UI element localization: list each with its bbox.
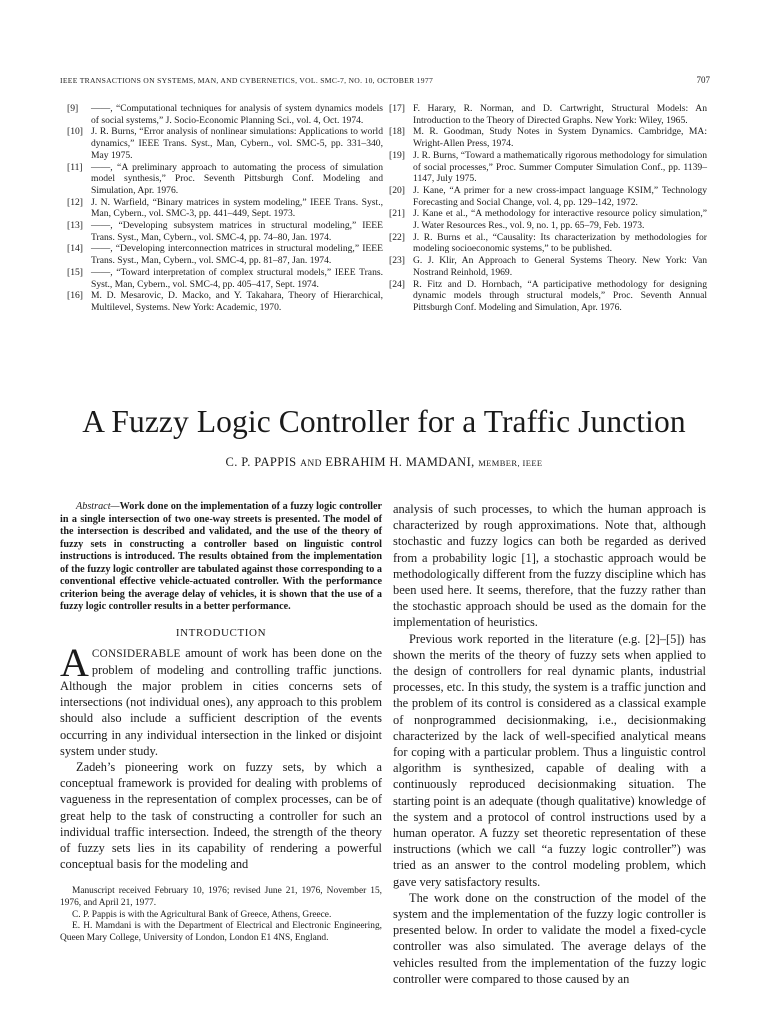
reference-number: [20] (389, 184, 405, 196)
reference-item (389, 279, 707, 314)
paragraph-text: amount of work has been done on the problem of modeling and controlling traffic junctions. Although the major problem in cities concerns sets of intersections (not individual ones), any approach to this problem should also include a sufficient description of the events occurring in any individual intersection in the linked or disjoint system under study. (60, 645, 382, 758)
reference-number: [21] (389, 208, 405, 220)
paper-title: A Fuzzy Logic Controller for a Traffic Junction (82, 404, 686, 439)
drop-cap: A (60, 639, 89, 685)
reference-item (389, 232, 707, 255)
reference-number: [24] (389, 278, 405, 290)
reference-text: M. R. Goodman, Study Notes in System Dynamics. Cambridge, MA: Wright-Allen Press, 1974. (413, 126, 707, 150)
reference-text: M. D. Mesarovic, D. Macko, and Y. Takahara, Theory of Hierarchical, Multilevel, Systems. New York: Academic, 1970. (91, 290, 383, 313)
reference-text: J. Kane, “A primer for a new cross-impact language KSIM,” Technology Forecasting and Social Change, vol. 4, pp. 129–142, 1972. (413, 184, 707, 208)
reference-number: [13] (67, 220, 83, 232)
references-right-column (389, 103, 707, 314)
abstract (60, 501, 382, 614)
reference-text: ——, “Computational techniques for analysis of system dynamics models of social systems,” J. Socio-Economic Planning Sci., vol. 4, Oct. 1974. (91, 103, 383, 126)
reference-text: J. Kane et al., “A methodology for interactive resource policy simulation,” J. Water Resources Res., vol. 9, no. 1, pp. 65–79, Feb. 1973. (413, 208, 707, 232)
section-heading: INTRODUCTION (175, 626, 267, 639)
reference-text: G. J. Klir, An Approach to General Systems Theory. New York: Van Nostrand Reinhold, 1969. (413, 255, 707, 278)
right-column (393, 501, 706, 987)
author-affiliation: MEMBER, IEEE (478, 458, 543, 468)
author-conjunction: AND (300, 459, 322, 469)
reference-number: [19] (389, 149, 405, 161)
reference-item (389, 185, 707, 208)
reference-number: [22] (389, 231, 405, 243)
lead-word: CONSIDERABLE (91, 647, 181, 660)
footnote (60, 886, 382, 944)
reference-item (67, 290, 383, 313)
reference-item (389, 208, 707, 231)
reference-number: [9] (67, 103, 79, 114)
reference-text: J. R. Burns, “Error analysis of nonlinear simulations: Applications to world dynamics,” IEEE Trans. Syst., Man, Cybern., vol. SMC-5, pp. 331–340, May 1975. (91, 126, 383, 161)
reference-item (67, 162, 383, 197)
left-column (60, 501, 382, 944)
footnote-received: Manuscript received February 10, 1976; revised June 21, 1976, November 15, 1976, and April 21, 1977. (60, 886, 382, 908)
reference-item (67, 197, 383, 220)
footnote-author1: C. P. Pappis is with the Agricultural Bank of Greece, Athens, Greece. (72, 909, 332, 920)
reference-text: ——, “Developing subsystem matrices in structural modeling,” IEEE Trans. Syst., Man, Cybern., vol. SMC-4, pp. 74–80, Jan. 1974. (91, 220, 383, 243)
reference-number: [12] (67, 196, 83, 208)
reference-item (389, 126, 707, 149)
reference-number: [23] (389, 255, 405, 267)
reference-item (67, 220, 383, 243)
reference-item (67, 103, 383, 126)
reference-text: J. R. Burns et al., “Causality: Its characterization by methodologies for modeling socioeconomic systems,” to be published. (413, 231, 707, 255)
reference-number: [14] (67, 243, 83, 255)
intro-paragraph-1 (60, 639, 382, 759)
reference-text: ——, “A preliminary approach to automating the process of simulation model synthesis,” Proc. Seventh Pittsburgh Conf. Modeling and Simulation, Apr. 1976. (91, 161, 383, 196)
body-paragraph-2: Previous work reported in the literature (e.g. [2]–[5]) has shown the merits of the theory of fuzzy sets when applied to the design of controllers for real dynamic plants, industrial processes, etc. In this study, the system is a traffic junction and the problem of its control is considered as a classical example of nonprogrammed decisionmaking, i.e., decisionmaking characterized by the lack of well-specified analytical means for coping with a particular problem. Thus a linguistic control algorithm is synthesized, capable of dealing with a continuously reproduced decisionmaking situation. The starting point is an adequate (though qualitative) knowledge of the system and a protocol of control instructions used by a human operator. A fuzzy set theoretic representation of these instructions (which we call “a fuzzy logic controller”) was tried as an answer to the control modeling problem, which gave very satisfactory results. (393, 631, 706, 889)
footnote-author2: E. H. Mamdani is with the Department of Electrical and Electronic Engineering, Queen Mary College, University of London, London E1 4NS, England. (60, 921, 382, 943)
reference-text: F. Harary, R. Norman, and D. Cartwright, Structural Models: An Introduction to the Theory of Directed Graphs. New York: Wiley, 1965. (413, 103, 707, 126)
author-name: C. P. PAPPIS (225, 455, 297, 469)
body-paragraph-3: The work done on the construction of the model of the system and the implementation of the fuzzy logic controller is presented below. In order to validate the model a fixed-cycle controller was also simulated. The average delays of the vehicles resulted from the implementation of the fuzzy logic controller were compared to those caused by an (393, 890, 706, 986)
page-number: 707 (696, 75, 710, 85)
reference-text: J. R. Burns, “Toward a mathematically rigorous methodology for simulation of social processes,” Proc. Summer Computer Simulation Conf., pp. 1139–1147, July 1975. (413, 149, 707, 185)
reference-item (389, 150, 707, 185)
reference-number: [11] (67, 161, 83, 173)
author-line (0, 455, 768, 470)
reference-text: ——, “Developing interconnection matrices in structural modeling,” IEEE Trans. Syst., Man, Cybern., vol. SMC-4, pp. 81–87, Jan. 1974. (91, 243, 383, 267)
reference-item (389, 103, 707, 126)
reference-number: [15] (67, 266, 83, 278)
reference-text: J. N. Warfield, “Binary matrices in system modeling,” IEEE Trans. Syst., Man, Cybern., vol. SMC-3, pp. 441–449, Sept. 1973. (91, 196, 383, 220)
abstract-lead: Abstract— (76, 501, 120, 512)
reference-number: [18] (389, 126, 405, 138)
reference-number: [17] (389, 103, 405, 114)
reference-number: [10] (67, 126, 83, 138)
reference-item (67, 126, 383, 161)
references-left-column (67, 103, 383, 314)
reference-text: ——, “Toward interpretation of complex structural models,” IEEE Trans. Syst., Man, Cybern., vol. SMC-4, pp. 405–417, Sept. 1974. (91, 266, 383, 290)
reference-item (67, 243, 383, 266)
abstract-text: Work done on the implementation of a fuzzy logic controller in a single intersection of two one-way streets is presented. The model of the intersection is described and validated, and the use of the theory of fuzzy sets in constructing a controller based on linguistic control instructions is introduced. The results obtained from the implementation of the fuzzy logic controller are tabulated against those corresponding to a conventional effective vehicle-actuated controller. With the performance criterion being the average delay of vehicles, it is shown that the use of a fuzzy logic controller results in a better performance. (60, 501, 382, 612)
reference-number: [16] (67, 290, 83, 302)
author-name: EBRAHIM H. MAMDANI, (325, 455, 475, 469)
running-header: IEEE TRANSACTIONS ON SYSTEMS, MAN, AND CYBERNETICS, VOL. SMC-7, NO. 10, OCTOBER 1977 (60, 76, 434, 85)
reference-item (389, 255, 707, 278)
reference-text: R. Fitz and D. Hornbach, “A participative methodology for designing dynamic models through structural models,” Proc. Seventh Annual Pittsburgh Conf. Modeling and Simulation, Apr. 1976. (413, 278, 707, 313)
intro-paragraph-2: Zadeh’s pioneering work on fuzzy sets, by which a conceptual framework is provided for dealing with problems of vagueness in the representation of complex processes, can be of great help to the task of constructing a controller for such an individual traffic intersection. Indeed, the strength of the theory of fuzzy sets lies in its capability of rendering a powerful conceptual basis for the modeling and (60, 759, 382, 872)
body-paragraph-1: analysis of such processes, to which the human approach is characterized by rough approximations. Note that, although stochastic and fuzzy logics can both be regarded as derived from a probability logic [1], a stochastic approach would be methodologically different from the fuzzy discipline which has been used here. It seems, therefore, that the fuzzy rather than the stochastic approach should be used as the domain for the implementation of heuristics. (393, 502, 706, 630)
reference-item (67, 267, 383, 290)
